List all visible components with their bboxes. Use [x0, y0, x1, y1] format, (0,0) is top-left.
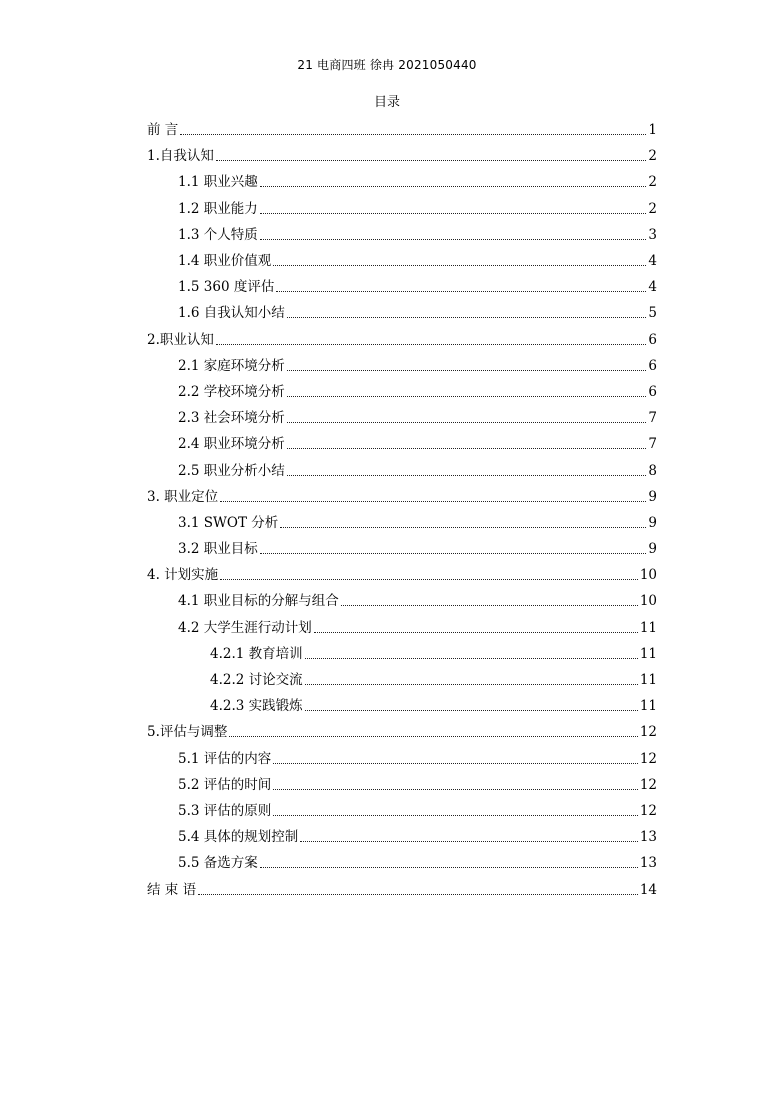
- toc-dot-leader: [276, 290, 646, 292]
- toc-entry[interactable]: [147, 484, 657, 510]
- toc-entry-page-number: 14: [639, 881, 657, 898]
- toc-dot-leader: [287, 369, 647, 371]
- toc-entry[interactable]: [147, 746, 657, 772]
- toc-entry-label: 1.自我认知: [147, 148, 214, 165]
- toc-entry[interactable]: [147, 562, 657, 588]
- toc-entry-page-number: 9: [648, 514, 657, 531]
- toc-dot-leader: [273, 814, 638, 816]
- toc-entry-page-number: 2: [648, 200, 657, 217]
- toc-entry-page-number: 12: [639, 724, 657, 741]
- toc-entry-page-number: 9: [648, 541, 657, 558]
- toc-dot-leader: [300, 840, 638, 842]
- toc-dot-leader: [305, 657, 638, 659]
- toc-entry-label: 3.1 SWOT 分析: [178, 514, 279, 531]
- toc-entry-label: 2.1 家庭环境分析: [178, 357, 285, 374]
- toc-entry-label: 5.5 备选方案: [178, 855, 258, 872]
- toc-entry[interactable]: [147, 431, 657, 457]
- toc-dot-leader: [260, 238, 647, 240]
- toc-entry[interactable]: [147, 405, 657, 431]
- toc-entry-label: 5.1 评估的内容: [178, 750, 272, 767]
- toc-entry-label: 4.2.1 教育培训: [210, 645, 303, 662]
- toc-entry-label: 1.5 360 度评估: [178, 279, 275, 296]
- toc-entry-label: 5.3 评估的原则: [178, 802, 272, 819]
- toc-entry-label: 前 言: [147, 122, 179, 139]
- toc-entry[interactable]: [147, 615, 657, 641]
- toc-entry-page-number: 4: [648, 279, 657, 296]
- toc-dot-leader: [287, 421, 647, 423]
- toc-entry-page-number: 7: [648, 436, 657, 453]
- toc-entry[interactable]: [147, 379, 657, 405]
- toc-entry-label: 3.2 职业目标: [178, 541, 258, 558]
- toc-entry-page-number: 11: [639, 645, 657, 662]
- toc-entry-page-number: 12: [639, 802, 657, 819]
- toc-dot-leader: [229, 735, 637, 737]
- toc-entry[interactable]: [147, 641, 657, 667]
- toc-entry-page-number: 11: [639, 619, 657, 636]
- toc-entry-label: 4.1 职业目标的分解与组合: [178, 593, 339, 610]
- toc-entry[interactable]: [147, 248, 657, 274]
- toc-entry-page-number: 11: [639, 698, 657, 715]
- toc-dot-leader: [273, 788, 638, 790]
- toc-entry[interactable]: [147, 536, 657, 562]
- toc-entry-page-number: 2: [648, 174, 657, 191]
- toc-entry-page-number: 2: [648, 148, 657, 165]
- toc-entry-label: 1.3 个人特质: [178, 226, 258, 243]
- toc-entry[interactable]: [147, 222, 657, 248]
- toc-entry-label: 5.评估与调整: [147, 724, 228, 741]
- toc-entry-page-number: 4: [648, 253, 657, 270]
- toc-dot-leader: [220, 578, 638, 580]
- toc-entry-label: 4. 计划实施: [147, 567, 219, 584]
- toc-entry[interactable]: [147, 300, 657, 326]
- toc-entry[interactable]: [147, 196, 657, 222]
- toc-entry-label: 1.6 自我认知小结: [178, 305, 285, 322]
- toc-dot-leader: [273, 762, 638, 764]
- toc-entry-label: 2.5 职业分析小结: [178, 462, 285, 479]
- toc-dot-leader: [287, 395, 647, 397]
- toc-entry[interactable]: [147, 274, 657, 300]
- toc-dot-leader: [220, 500, 646, 502]
- toc-entry-page-number: 6: [648, 331, 657, 348]
- toc-entry-page-number: 13: [639, 855, 657, 872]
- toc-dot-leader: [287, 316, 647, 318]
- toc-entry[interactable]: [147, 719, 657, 745]
- toc-entry[interactable]: [147, 876, 657, 902]
- toc-entry-label: 4.2 大学生涯行动计划: [178, 619, 312, 636]
- toc-entry-page-number: 3: [648, 226, 657, 243]
- toc-dot-leader: [180, 133, 646, 135]
- toc-entry-label: 1.2 职业能力: [178, 200, 258, 217]
- toc-dot-leader: [260, 185, 647, 187]
- toc-dot-leader: [273, 264, 646, 266]
- toc-entry[interactable]: [147, 850, 657, 876]
- toc-dot-leader: [287, 447, 647, 449]
- toc-entry-label: 1.1 职业兴趣: [178, 174, 258, 191]
- table-of-contents: [147, 117, 657, 903]
- toc-dot-leader: [305, 709, 638, 711]
- toc-entry-label: 4.2.2 讨论交流: [210, 672, 303, 689]
- toc-entry-label: 3. 职业定位: [147, 488, 219, 505]
- toc-entry-page-number: 7: [648, 410, 657, 427]
- toc-entry[interactable]: [147, 117, 657, 143]
- toc-dot-leader: [198, 893, 638, 895]
- toc-entry[interactable]: [147, 824, 657, 850]
- page-header: 21 电商四班 徐冉 2021050440: [297, 58, 477, 72]
- toc-dot-leader: [341, 604, 638, 606]
- toc-entry-page-number: 9: [648, 488, 657, 505]
- toc-entry-page-number: 10: [639, 567, 657, 584]
- toc-dot-leader: [260, 552, 647, 554]
- toc-entry-page-number: 6: [648, 383, 657, 400]
- toc-entry-label: 2.3 社会环境分析: [178, 410, 285, 427]
- toc-entry-page-number: 11: [639, 672, 657, 689]
- toc-entry[interactable]: [147, 588, 657, 614]
- toc-entry[interactable]: [147, 327, 657, 353]
- toc-entry-page-number: 12: [639, 750, 657, 767]
- toc-entry-page-number: 1: [648, 122, 657, 139]
- toc-title: 目录: [373, 95, 400, 110]
- toc-entry-page-number: 13: [639, 829, 657, 846]
- toc-dot-leader: [216, 343, 647, 345]
- toc-dot-leader: [280, 526, 646, 528]
- toc-entry[interactable]: [147, 772, 657, 798]
- toc-entry[interactable]: [147, 667, 657, 693]
- toc-dot-leader: [260, 866, 638, 868]
- toc-entry-page-number: 6: [648, 357, 657, 374]
- toc-entry-page-number: 5: [648, 305, 657, 322]
- toc-entry[interactable]: [147, 510, 657, 536]
- toc-entry-label: 2.2 学校环境分析: [178, 383, 285, 400]
- toc-entry-label: 4.2.3 实践锻炼: [210, 698, 303, 715]
- toc-entry-label: 5.2 评估的时间: [178, 776, 272, 793]
- toc-entry[interactable]: [147, 143, 657, 169]
- toc-dot-leader: [314, 631, 638, 633]
- toc-dot-leader: [287, 474, 647, 476]
- toc-entry-label: 2.职业认知: [147, 331, 214, 348]
- toc-entry-label: 结 束 语: [147, 881, 197, 898]
- toc-dot-leader: [305, 683, 638, 685]
- toc-entry-page-number: 10: [639, 593, 657, 610]
- toc-entry-label: 5.4 具体的规划控制: [178, 829, 299, 846]
- toc-entry[interactable]: [147, 693, 657, 719]
- toc-dot-leader: [260, 212, 647, 214]
- toc-entry[interactable]: [147, 353, 657, 379]
- toc-entry-page-number: 12: [639, 776, 657, 793]
- toc-entry[interactable]: [147, 457, 657, 483]
- toc-entry-label: 1.4 职业价值观: [178, 253, 272, 270]
- toc-entry[interactable]: [147, 169, 657, 195]
- toc-entry[interactable]: [147, 798, 657, 824]
- toc-dot-leader: [216, 159, 647, 161]
- toc-entry-page-number: 8: [648, 462, 657, 479]
- toc-entry-label: 2.4 职业环境分析: [178, 436, 285, 453]
